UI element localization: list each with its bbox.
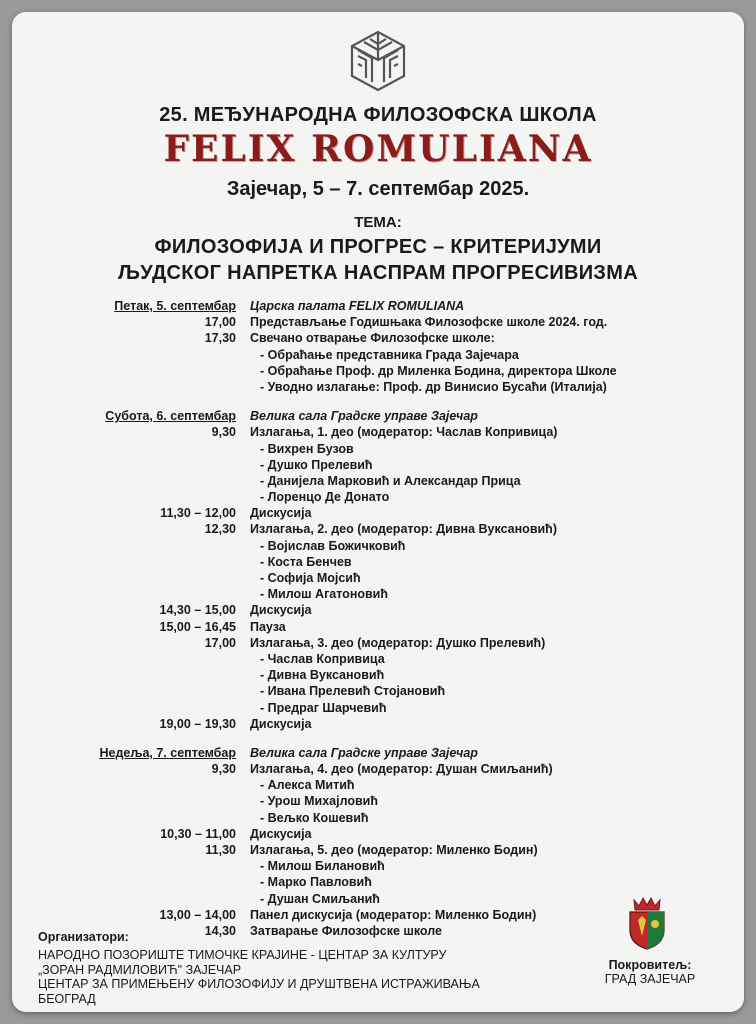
speaker-row (12, 554, 744, 570)
patron (590, 958, 710, 986)
time-label (12, 489, 250, 505)
item-text: Свечано отварање Филозофске школе: (250, 331, 495, 346)
cube-maze-logo-icon (350, 30, 406, 92)
item-text: - Алекса Митић (260, 778, 355, 793)
day-label: Недеља, 7. септембар (99, 745, 236, 760)
time-label (12, 810, 250, 826)
time-label (12, 363, 250, 379)
time-label (12, 570, 250, 586)
item-text: Излагања, 4. део (модератор: Душан Смиљанић) (250, 762, 553, 777)
time-label (12, 347, 250, 363)
item-text: - Вељко Кошевић (260, 810, 369, 825)
day-friday (12, 298, 744, 395)
venue-label: Велика сала Градске управе Зајечар (250, 409, 478, 424)
speaker-row (12, 473, 744, 489)
theme-label: ТЕМА: (354, 214, 402, 231)
schedule-row (12, 619, 744, 635)
time-label (12, 441, 250, 457)
item-text: Пауза (250, 619, 286, 634)
organizer-line: „ЗОРАН РАДМИЛОВИЋ" ЗАЈЕЧАР (38, 962, 242, 977)
program-poster (12, 12, 744, 1012)
time-label: 13,00 – 14,00 (159, 907, 236, 922)
item-text: Дискусија (250, 716, 312, 731)
schedule-row (12, 761, 744, 777)
time-label (12, 874, 250, 890)
schedule-row (12, 826, 744, 842)
schedule-row (12, 521, 744, 537)
time-label: 17,00 (204, 315, 236, 330)
schedule-row (12, 424, 744, 440)
item-text: - Марко Павловић (260, 875, 372, 890)
time-label (12, 538, 250, 554)
time-label (12, 554, 250, 570)
school-title: FELIX ROMULIANA (163, 128, 593, 170)
item-text: Излагања, 2. део (модератор: Дивна Вуксановић) (250, 522, 557, 537)
time-label: 17,30 (204, 331, 236, 346)
day-header-row (12, 745, 744, 761)
time-label (12, 473, 250, 489)
time-label (12, 667, 250, 683)
zajecar-coat-of-arms-icon (626, 896, 668, 950)
time-label: 19,00 – 19,30 (159, 716, 236, 731)
schedule-row (12, 635, 744, 651)
time-label: 12,30 (204, 522, 236, 537)
speaker-row (12, 363, 744, 379)
speaker-row (12, 538, 744, 554)
time-label (12, 379, 250, 395)
item-text: - Вихрен Бузов (260, 441, 354, 456)
speaker-row (12, 441, 744, 457)
time-label (12, 586, 250, 602)
day-label: Петак, 5. септембар (114, 299, 236, 313)
schedule-row (12, 602, 744, 618)
speaker-row (12, 489, 744, 505)
venue-name: FELIX ROMULIANA (348, 299, 465, 313)
school-subtitle: 25. МЕЂУНАРОДНА ФИЛОЗОФСКА ШКОЛА (159, 104, 597, 126)
patron-name: ГРАД ЗАЈЕЧАР (604, 972, 696, 986)
time-label: 10,30 – 11,00 (160, 826, 236, 841)
item-text: Излагања, 1. део (модератор: Часлав Копривица) (250, 425, 558, 440)
theme-line-1: ФИЛОЗОФИЈА И ПРОГРЕС – КРИТЕРИЈУМИ (154, 236, 602, 258)
speaker-row (12, 347, 744, 363)
item-text: - Душан Смиљанић (260, 891, 380, 906)
time-label: 15,00 – 16,45 (159, 619, 236, 634)
schedule-row (12, 330, 744, 346)
day-label: Субота, 6. септембар (105, 409, 236, 424)
time-label (12, 457, 250, 473)
organizer-line: ЦЕНТАР ЗА ПРИМЕЊЕНУ ФИЛОЗОФИЈУ И ДРУШТВЕНА ИСТРАЖИВАЊА (38, 977, 480, 991)
speaker-row (12, 874, 744, 890)
item-text: - Ивана Прелевић Стојановић (260, 684, 446, 699)
patron-label: Покровитељ: (608, 958, 692, 972)
speaker-row (12, 667, 744, 683)
time-label: 14,30 – 15,00 (159, 603, 236, 618)
program-schedule (12, 298, 744, 939)
speaker-row (12, 793, 744, 809)
item-text: - Лоренцо Де Донато (260, 490, 390, 505)
schedule-row (12, 842, 744, 858)
organizers (38, 930, 480, 1006)
item-text: Панел дискусија (модератор: Миленко Бодин) (250, 907, 537, 922)
time-label: 9,30 (211, 425, 236, 440)
time-label: 14,30 (204, 923, 236, 938)
speaker-row (12, 379, 744, 395)
day-saturday (12, 408, 744, 732)
item-text: - Предраг Шарчевић (260, 700, 387, 715)
time-label (12, 891, 250, 907)
item-text: Дискусија (250, 826, 312, 841)
speaker-row (12, 586, 744, 602)
time-label: 17,00 (204, 635, 236, 650)
schedule-row (12, 314, 744, 330)
item-text: - Часлав Копривица (260, 651, 385, 666)
organizer-line: БЕОГРАД (38, 991, 96, 1006)
speaker-row (12, 651, 744, 667)
item-text: - Урош Михајловић (260, 794, 378, 809)
schedule-row (12, 716, 744, 732)
item-text: Затварање Филозофске школе (250, 923, 442, 938)
day-header-row (12, 298, 744, 314)
item-text: Представљање Годишњака Филозофске школе 2024. год. (250, 315, 608, 330)
time-label (12, 793, 250, 809)
item-text: - Обраћање Проф. др Миленка Бодина, директора Школе (260, 363, 617, 378)
item-text: Дискусија (250, 506, 312, 521)
schedule-row (12, 505, 744, 521)
venue-label: Царска палата FELIX ROMULIANA (250, 299, 465, 313)
event-date: Зајечар, 5 – 7. септембар 2025. (226, 178, 530, 200)
time-label: 9,30 (211, 762, 236, 777)
item-text: Излагања, 3. део (модератор: Душко Прелевић) (250, 635, 546, 650)
item-text: - Душко Прелевић (260, 457, 373, 472)
time-label: 11,30 – 12,00 (160, 506, 236, 521)
speaker-row (12, 858, 744, 874)
item-text: Дискусија (250, 603, 312, 618)
item-text: - Коста Бенчев (260, 554, 352, 569)
time-label (12, 777, 250, 793)
theme-line-2: ЉУДСКОГ НАПРЕТКА НАСПРАМ ПРОГРЕСИВИЗМА (118, 262, 638, 284)
venue-label: Велика сала Градске управе Зајечар (250, 745, 478, 760)
item-text: - Војислав Божичковић (260, 538, 406, 553)
speaker-row (12, 683, 744, 699)
speaker-row (12, 777, 744, 793)
item-text: - Уводно излагање: Проф. др Винисио Бусаћи (Италија) (260, 379, 607, 394)
time-label (12, 683, 250, 699)
time-label: 11,30 (205, 843, 236, 857)
item-text: - Данијела Марковић и Александар Прица (260, 473, 521, 488)
item-text: - Милош Агатоновић (260, 587, 389, 602)
speaker-row (12, 570, 744, 586)
time-label (12, 858, 250, 874)
organizers-label: Организатори: (38, 930, 129, 944)
item-text: Излагања, 5. део (модератор: Миленко Бодин) (250, 843, 538, 857)
speaker-row (12, 700, 744, 716)
item-text: - Обраћање представника Града Зајечара (260, 347, 519, 362)
day-header-row (12, 408, 744, 424)
speaker-row (12, 810, 744, 826)
item-text: - Софија Мојсић (260, 571, 361, 585)
time-label (12, 651, 250, 667)
speaker-row (12, 457, 744, 473)
item-text: - Милош Билановић (260, 859, 385, 874)
organizer-line: НАРОДНО ПОЗОРИШТЕ ТИМОЧКЕ КРАЈИНЕ - ЦЕНТАР ЗА КУЛТУРУ (38, 948, 447, 962)
time-label (12, 700, 250, 716)
item-text: - Дивна Вуксановић (260, 668, 385, 683)
